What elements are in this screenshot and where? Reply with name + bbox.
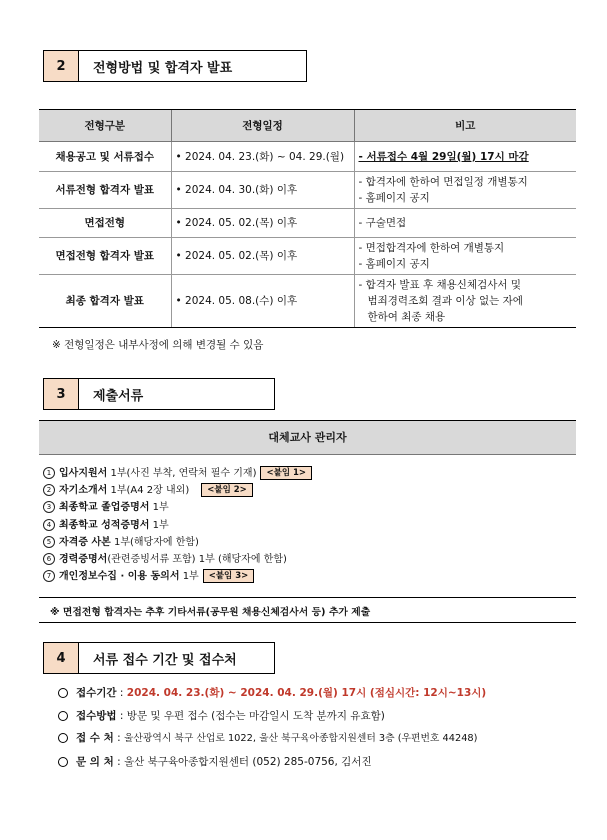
section-title: 제출서류 [79, 378, 275, 410]
table-row [39, 172, 576, 209]
row-date: • 2024. 05. 02.(목) 이후 [171, 238, 354, 275]
method-item: 접수방법 : 방문 및 우편 접수 (접수는 마감일시 도착 분까지 유효함) [58, 705, 486, 728]
doc-detail: 1부 [149, 502, 169, 514]
section-number: 4 [43, 642, 79, 674]
doc-name: 경력증명서 [59, 554, 108, 566]
row-category: 서류전형 합격자 발표 [39, 172, 171, 209]
doc-detail: 1부 [149, 519, 169, 531]
circled-number: 5 [43, 536, 55, 548]
column-header: 전형구분 [39, 110, 171, 142]
list-item [43, 517, 312, 534]
divider [39, 597, 576, 598]
submission-info [58, 682, 486, 773]
row-notes: - 구술면접 [354, 209, 576, 238]
method-value: 방문 및 우편 접수 (접수는 마감일시 도착 분까지 유효함) [126, 709, 385, 722]
doc-name: 개인정보수집 · 이용 동의서 [59, 571, 180, 583]
place-value: 울산광역시 북구 산업로 1022, 울산 북구육아종합지원센터 3층 (우편번호 44248) [123, 733, 478, 744]
contact-label: 문 의 처 [76, 755, 114, 768]
table-row [39, 142, 576, 172]
place-item: 접 수 처 : 울산광역시 북구 산업로 1022, 울산 북구육아종합지원센터 3층 (우편번호 44248) [58, 727, 486, 751]
schedule-table [39, 109, 576, 328]
doc-detail: 1부(해당자에 한함) [110, 536, 199, 548]
section-2-header [43, 50, 307, 82]
circled-number: 1 [43, 467, 55, 479]
row-category: 채용공고 및 서류접수 [39, 142, 171, 172]
list-item [43, 551, 312, 568]
row-date: • 2024. 05. 02.(목) 이후 [171, 209, 354, 238]
circled-number: 6 [43, 553, 55, 565]
circled-number: 2 [43, 484, 55, 496]
section-number: 3 [43, 378, 79, 410]
row-category: 최종 합격자 발표 [39, 275, 171, 328]
attachment-tag: <붙임 2> [201, 483, 253, 497]
row-date: • 2024. 04. 30.(화) 이후 [171, 172, 354, 209]
doc-detail: (관련증빙서류 포함) 1부 (해당자에 한함) [107, 554, 287, 566]
doc-name: 자격증 사본 [59, 536, 111, 548]
schedule-footnote: ※ 전형일정은 내부사정에 의해 변경될 수 있음 [52, 339, 264, 351]
circle-bullet-icon [58, 733, 68, 743]
row-date: • 2024. 05. 08.(수) 이후 [171, 275, 354, 328]
circled-number: 7 [43, 570, 55, 582]
section-3-header [43, 378, 275, 410]
list-item [43, 568, 312, 585]
method-label: 접수방법 [76, 709, 117, 722]
doc-detail: 1부(사진 부착, 연락처 필수 기재) [107, 468, 257, 479]
row-category: 면접전형 [39, 209, 171, 238]
period-item: 접수기간 : 2024. 04. 23.(화) ~ 2024. 04. 29.(월) 17시 (점심시간: 12시~13시) [58, 682, 486, 705]
contact-item: 문 의 처 : 울산 북구육아종합지원센터 (052) 285-0756, 김서진 [58, 751, 486, 774]
circle-bullet-icon [58, 711, 68, 721]
column-header: 비고 [354, 110, 576, 142]
table-row [39, 275, 576, 328]
circle-bullet-icon [58, 757, 68, 767]
circle-bullet-icon [58, 688, 68, 698]
column-header: 전형일정 [171, 110, 354, 142]
period-label: 접수기간 [76, 687, 117, 699]
row-notes: - 면접합격자에 한하여 개별통지 - 홈페이지 공지 [354, 238, 576, 275]
place-label: 접 수 처 [76, 732, 114, 744]
doc-name: 최종학교 졸업증명서 [59, 502, 150, 514]
section-title: 전형방법 및 합격자 발표 [79, 50, 307, 82]
table-row [39, 209, 576, 238]
period-value: 2024. 04. 23.(화) ~ 2024. 04. 29.(월) 17시 (점심시간: 12시~13시) [126, 687, 487, 699]
documents-band: 대체교사 관리자 [39, 420, 576, 455]
contact-value: 울산 북구육아종합지원센터 (052) 285-0756, 김서진 [123, 755, 372, 768]
table-row [39, 238, 576, 275]
doc-detail: 1부 [179, 571, 199, 583]
row-notes: - 합격자 발표 후 채용신체검사서 및 범죄경력조회 결과 이상 없는 자에 한하여 최종 채용 [354, 275, 576, 328]
documents-list [43, 465, 312, 585]
attachment-tag: <붙임 3> [203, 569, 255, 583]
circled-number: 4 [43, 519, 55, 531]
doc-name: 자기소개서 [59, 485, 108, 497]
row-date: • 2024. 04. 23.(화) ~ 04. 29.(월) [171, 142, 354, 172]
circled-number: 3 [43, 501, 55, 513]
list-item [43, 499, 312, 516]
documents-footnote: ※ 면접전형 합격자는 추후 기타서류(공무원 채용신체검사서 등) 추가 제출 [50, 607, 371, 618]
divider [39, 622, 576, 623]
row-notes: - 합격자에 한하여 면접일정 개별통지 - 홈페이지 공지 [354, 172, 576, 209]
attachment-tag: <붙임 1> [260, 466, 312, 480]
section-number: 2 [43, 50, 79, 82]
doc-name: 입사지원서 [59, 468, 108, 479]
row-notes: - 서류접수 4월 29일(월) 17시 마감 [354, 142, 576, 172]
doc-detail: 1부(A4 2장 내외) [107, 485, 190, 497]
list-item [43, 482, 312, 499]
doc-name: 최종학교 성적증명서 [59, 519, 150, 531]
section-4-header [43, 642, 275, 674]
list-item [43, 534, 312, 551]
list-item [43, 465, 312, 482]
table-header-row [39, 110, 576, 142]
section-title: 서류 접수 기간 및 접수처 [79, 642, 275, 674]
row-category: 면접전형 합격자 발표 [39, 238, 171, 275]
